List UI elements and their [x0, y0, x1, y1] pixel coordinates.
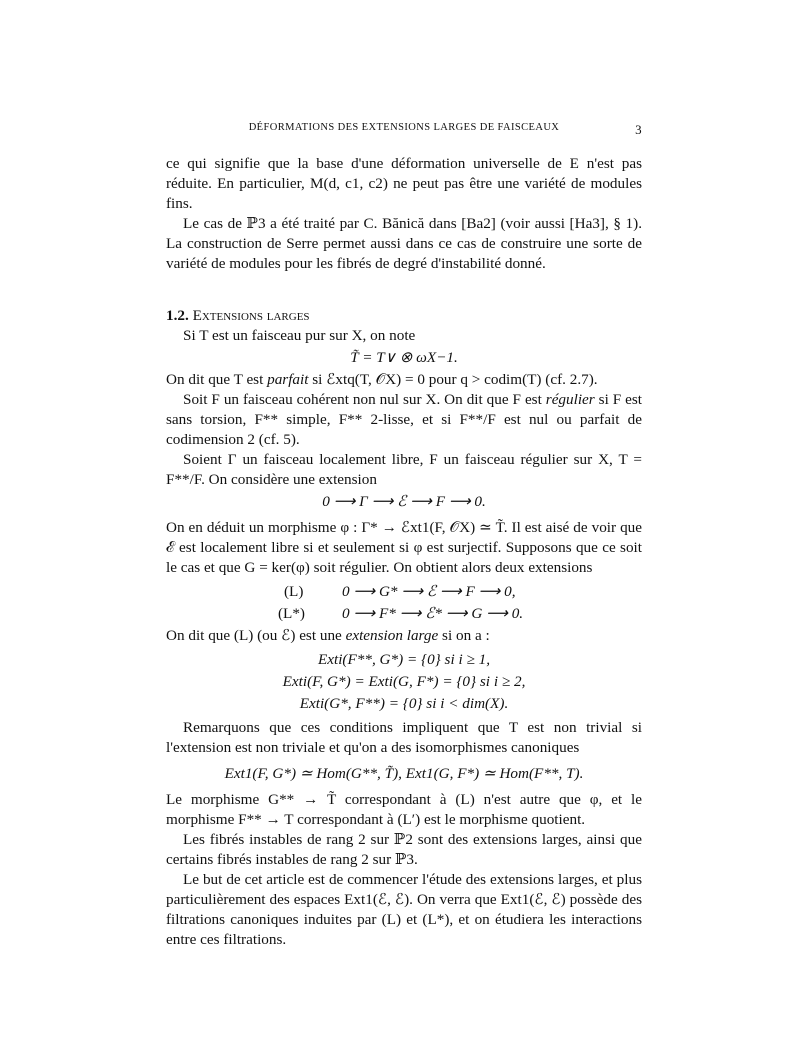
section-heading — [166, 306, 642, 326]
running-title: DÉFORMATIONS DES EXTENSIONS LARGES DE FAISCEAUX — [248, 122, 560, 133]
paragraph-regulier: Soit F un faisceau cohérent non nul sur X. On dit que F est régulier si F est sans torsion, F** simple, F** 2-lisse, et si F**/F est nul ou parfait de codimension 2 (cf. 5). — [166, 391, 643, 448]
section-number: 1.2. — [166, 307, 189, 324]
equation-L: 0 ⟶ G* ⟶ ℰ ⟶ F ⟶ 0, — [342, 583, 516, 600]
paragraph-parfait: On dit que T est parfait si ℰxtq(T, 𝒪X) = 0 pour q > codim(T) (cf. 2.7). — [166, 371, 598, 388]
term-parfait: parfait — [267, 371, 309, 388]
intro-paragraph-2: Le cas de ℙ3 a été traité par C. Bănică dans [Ba2] (voir aussi [Ha3], § 1). La construction de Serre permet aussi dans ce cas de construire une sorte de variété de modules pour les fibrés de degré d'instabilité donné. — [166, 215, 642, 272]
term-regulier: régulier — [545, 391, 595, 408]
paragraph-large: On dit que (L) (ou ℰ) est une extension large si on a : — [166, 627, 490, 644]
paragraph-pure: Si T est un faisceau pur sur X, on note — [183, 327, 416, 344]
term-extension-large: extension large — [345, 627, 439, 644]
equation-ext-2: Exti(F, G*) = Exti(G, F*) = {0} si i ≥ 2, — [282, 673, 526, 690]
paragraph-remarquons: Remarquons que ces conditions impliquent que T est non trivial si l'extension est non triviale et qu'on a des isomorphismes canoniques — [166, 719, 642, 756]
paragraph-morphisme: On en déduit un morphisme φ : Γ* → ℰxt1(F, 𝒪X) ≃ T̃. Il est aisé de voir que ℰ est localement libre si et seulement si φ est surjectif. Supposons que ce soit le cas et que G = ker(φ) soit régulier. On obtient alors deux extensions — [166, 519, 642, 576]
page-number: 3 — [635, 122, 642, 137]
equation-Lstar-tag: (L*) — [278, 605, 305, 622]
equation-ext-3: Exti(G*, F**) = {0} si i < dim(X). — [299, 695, 509, 712]
paragraph-fibres: Les fibrés instables de rang 2 sur ℙ2 sont des extensions larges, ainsi que certains fibrés instables de rang 2 sur ℙ3. — [166, 831, 642, 868]
paragraph-soient: Soient Γ un faisceau localement libre, F un faisceau régulier sur X, T = F**/F. On considère une extension — [166, 451, 642, 488]
equation-Lstar: 0 ⟶ F* ⟶ ℰ* ⟶ G ⟶ 0. — [342, 605, 524, 622]
equation-hom: Ext1(F, G*) ≃ Hom(G**, T̃), Ext1(G, F*) ≃ Hom(F**, T). — [224, 765, 584, 782]
equation-extension: 0 ⟶ Γ ⟶ ℰ ⟶ F ⟶ 0. — [322, 493, 486, 510]
intro-paragraph-1: ce qui signifie que la base d'une déformation universelle de E n'est pas réduite. En particulier, M(d, c1, c2) ne peut pas être une variété de modules fins. — [166, 155, 642, 212]
paragraph-but: Le but de cet article est de commencer l'étude des extensions larges, et plus particulièrement des espaces Ext1(ℰ, ℰ). On verra que Ext1(ℰ, ℰ) possède des filtrations canoniques induites par (L) et (L*), et on étudiera les interactions entre ces filtrations. — [166, 871, 642, 948]
section-title: Extensions larges — [192, 307, 310, 324]
equation-ext-1: Exti(F**, G*) = {0} si i ≥ 1, — [317, 651, 491, 668]
running-head — [166, 122, 642, 142]
equation-dual: T̃ = T∨ ⊗ ωX−1. — [350, 349, 458, 366]
paragraph-le-morphisme: Le morphisme G** → T̃ correspondant à (L) n'est autre que φ, et le morphisme F** → T correspondant à (L′) est le morphisme quotient. — [166, 791, 642, 828]
equation-L-tag: (L) — [284, 583, 304, 600]
